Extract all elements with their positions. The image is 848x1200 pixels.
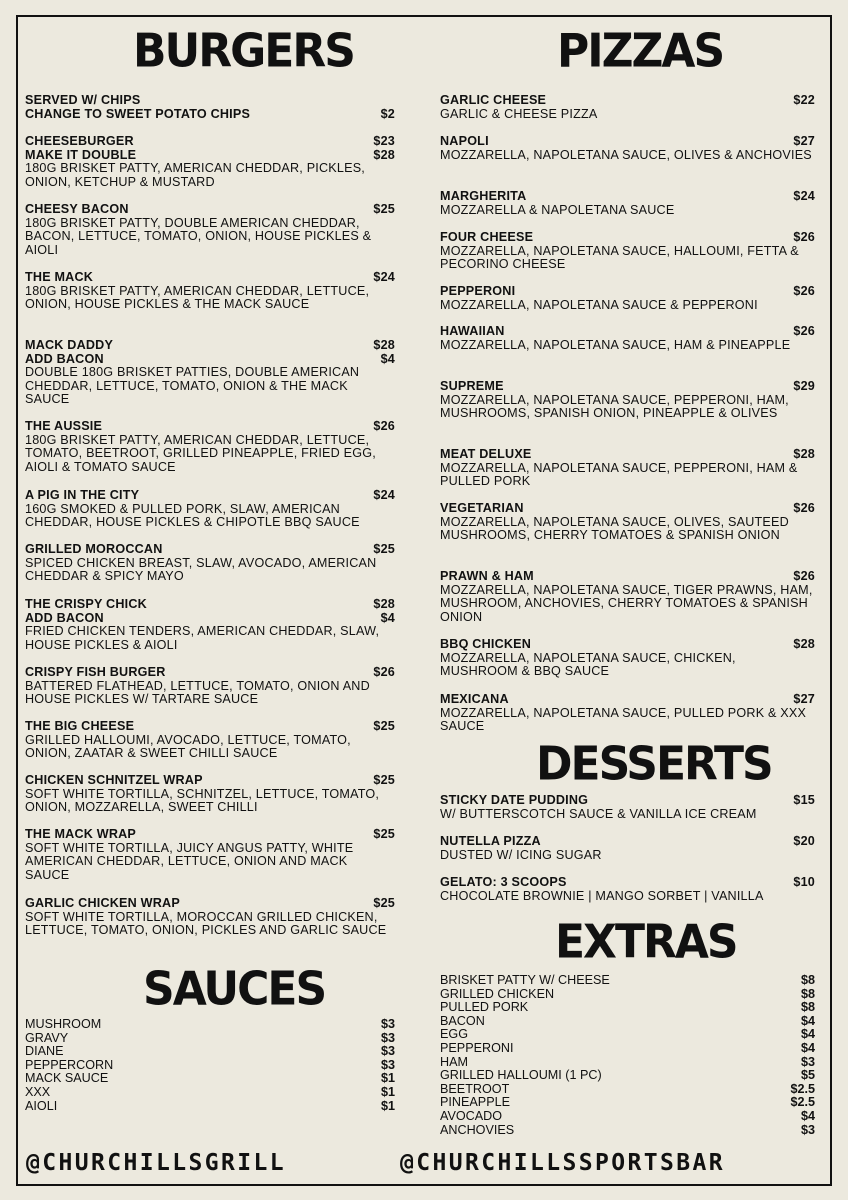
instagram-handle-grill: @CHURCHILLSGRILL [26,1150,286,1176]
item-name: MACK DADDY [25,338,114,352]
list-item [25,1100,395,1114]
menu-item [440,380,815,421]
burgers-heading: BURGERS [133,24,354,79]
item-price: $26 [373,419,395,433]
menu-item [25,598,395,652]
item-description: SOFT WHITE TORTILLA, SCHNITZEL, LETTUCE, TOMATO, ONION, MOZZARELLA, SWEET CHILLI [25,786,380,815]
item-name: THE MACK [25,270,94,284]
menu-item [440,794,815,821]
item-addon: ADD BACON [25,351,104,366]
menu-item [440,876,815,903]
item-addon-price: $4 [380,610,395,625]
sauce-name: GRAVY [25,1030,69,1045]
item-name: MEXICANA [440,692,509,706]
item-name: BBQ CHICKEN [440,637,532,651]
item-price: $28 [793,447,815,461]
desserts-heading: DESSERTS [536,737,772,792]
item-description: MOZZARELLA, NAPOLETANA SAUCE, TIGER PRAWNS, HAM, MUSHROOM, ANCHOVIES, CHERRY TOMATOES & SPANISH ONION [440,582,813,624]
burgers-intro [25,94,395,121]
item-price: $25 [373,896,395,910]
item-description: MOZZARELLA, NAPOLETANA SAUCE, HALLOUMI, FETTA & PECORINO CHEESE [440,243,799,272]
item-price: $20 [793,834,815,848]
menu-item [440,570,815,624]
sauces-list [25,1018,395,1113]
menu-item [440,94,815,121]
item-price: $22 [793,93,815,107]
extra-price: $4 [800,1027,815,1042]
item-name: GELATO: 3 SCOOPS [440,875,567,889]
item-description: FRIED CHICKEN TENDERS, AMERICAN CHEDDAR, SLAW, HOUSE PICKLES & AIOLI [25,624,380,652]
item-description: SOFT WHITE TORTILLA, MOROCCAN GRILLED CHICKEN, LETTUCE, TOMATO, ONION, PICKLES AND GARLIC SAUCE [25,909,387,938]
item-name: THE BIG CHEESE [25,719,135,733]
menu-item [440,135,815,162]
item-price: $23 [373,134,395,148]
item-description: MOZZARELLA & NAPOLETANA SAUCE [440,202,675,217]
item-price: $25 [373,202,395,216]
list-item [440,1069,815,1083]
menu-item [440,231,815,272]
menu-item [440,325,815,352]
item-price: $29 [793,379,815,393]
item-description: 180G BRISKET PATTY, DOUBLE AMERICAN CHEDDAR, BACON, LETTUCE, TOMATO, ONION, HOUSE PICKLES & AIOLI [25,215,372,257]
list-item [440,1096,815,1110]
menu-item [440,835,815,862]
item-description: MOZZARELLA, NAPOLETANA SAUCE, HAM & PINEAPPLE [440,337,791,352]
extra-name: PULLED PORK [440,1000,529,1015]
item-price: $10 [793,875,815,889]
extra-price: $4 [800,1040,815,1055]
extra-price: $3 [800,1122,815,1137]
menu-item [25,543,395,584]
instagram-handle-sportsbar: @CHURCHILLSSPORTSBAR [400,1150,725,1176]
item-description: MOZZARELLA, NAPOLETANA SAUCE & PEPPERONI [440,297,758,312]
list-item [440,1083,815,1097]
item-description: MOZZARELLA, NAPOLETANA SAUCE, OLIVES, SAUTEED MUSHROOMS, CHERRY TOMATOES & SPANISH ONION [440,514,789,543]
extra-price: $3 [800,1054,815,1069]
item-name: MARGHERITA [440,189,527,203]
sauce-name: MACK SAUCE [25,1071,109,1086]
item-addon-price: $28 [373,147,395,162]
extra-name: PEPPERONI [440,1040,514,1055]
item-name: FOUR CHEESE [440,230,534,244]
item-description: 180G BRISKET PATTY, AMERICAN CHEDDAR, PICKLES, ONION, KETCHUP & MUSTARD [25,161,365,189]
item-name: GARLIC CHEESE [440,93,547,107]
sauce-price: $3 [380,1057,395,1072]
item-name: SUPREME [440,379,504,393]
menu-item [440,502,815,543]
list-item [440,1056,815,1070]
list-item [25,1018,395,1032]
menu-item [440,448,815,489]
extra-name: GRILLED HALLOUMI (1 PC) [440,1068,602,1083]
menu-item [25,666,395,707]
item-price: $28 [793,637,815,651]
item-price: $28 [373,597,395,611]
item-price: $25 [373,773,395,787]
sweet-potato-option: CHANGE TO SWEET POTATO CHIPS [25,106,251,121]
item-price: $26 [793,284,815,298]
list-item [25,1072,395,1086]
sauce-price: $3 [380,1030,395,1045]
item-description: SOFT WHITE TORTILLA, JUICY ANGUS PATTY, WHITE AMERICAN CHEDDAR, LETTUCE, ONION AND MACK SAUCE [25,840,354,882]
sauces-heading: SAUCES [143,962,326,1017]
menu-item [440,638,815,679]
item-description: GARLIC & CHEESE PIZZA [440,106,598,121]
item-description: CHOCOLATE BROWNIE | MANGO SORBET | VANILLA [440,888,764,903]
item-price: $26 [793,569,815,583]
extra-name: BEETROOT [440,1081,510,1096]
item-price: $28 [373,338,395,352]
item-name: HAWAIIAN [440,324,505,338]
item-description: DUSTED W/ ICING SUGAR [440,847,602,862]
list-item [440,988,815,1002]
item-name: THE AUSSIE [25,419,103,433]
item-name: STICKY DATE PUDDING [440,793,589,807]
menu-item [440,285,815,312]
list-item [440,974,815,988]
item-name: THE CRISPY CHICK [25,597,147,611]
item-description: MOZZARELLA, NAPOLETANA SAUCE, PEPPERONI, HAM & PULLED PORK [440,460,798,489]
item-price: $25 [373,719,395,733]
sauce-price: $1 [380,1071,395,1086]
item-description: W/ BUTTERSCOTCH SAUCE & VANILLA ICE CREAM [440,806,757,821]
item-price: $24 [373,270,395,284]
extra-price: $8 [800,973,815,987]
item-name: VEGETARIAN [440,501,524,515]
item-name: GARLIC CHICKEN WRAP [25,896,180,910]
item-description: MOZZARELLA, NAPOLETANA SAUCE, CHICKEN, MUSHROOM & BBQ SAUCE [440,650,736,679]
item-price: $25 [373,542,395,556]
extra-name: AVOCADO [440,1108,503,1123]
item-name: A PIG IN THE CITY [25,488,140,502]
item-name: CHICKEN SCHNITZEL WRAP [25,773,203,787]
menu-item [25,720,395,761]
item-description: 180G BRISKET PATTY, AMERICAN CHEDDAR, LETTUCE, TOMATO, BEETROOT, GRILLED PINEAPPLE, FRIED EGG, AIOLI & TOMATO SAUCE [25,432,376,474]
extra-name: BACON [440,1013,485,1028]
menu-item [25,135,395,189]
item-description: SPICED CHICKEN BREAST, SLAW, AVOCADO, AMERICAN CHEDDAR & SPICY MAYO [25,555,377,584]
menu-item [440,190,815,217]
list-item [440,1015,815,1029]
item-description: 180G BRISKET PATTY, AMERICAN CHEDDAR, LETTUCE, ONION, HOUSE PICKLES & THE MACK SAUCE [25,283,370,312]
list-item [440,1042,815,1056]
sauce-name: AIOLI [25,1098,58,1113]
sauce-name: PEPPERCORN [25,1057,114,1072]
extras-heading: EXTRAS [555,915,737,970]
extras-list [440,974,815,1137]
item-price: $26 [793,230,815,244]
extra-price: $5 [800,1068,815,1083]
menu-item [25,897,395,938]
list-item [440,1028,815,1042]
extra-name: HAM [440,1054,468,1069]
sweet-potato-price: $2 [380,106,395,121]
sauce-name: MUSHROOM [25,1017,102,1031]
item-addon-price: $4 [380,351,395,366]
list-item [440,1110,815,1124]
list-item [440,1124,815,1138]
item-price: $26 [793,501,815,515]
menu-item [25,420,395,474]
item-description: GRILLED HALLOUMI, AVOCADO, LETTUCE, TOMATO, ONION, ZAATAR & SWEET CHILLI SAUCE [25,732,351,761]
list-item [25,1059,395,1073]
item-price: $27 [793,134,815,148]
sauce-price: $1 [380,1098,395,1113]
list-item [25,1045,395,1059]
item-name: THE MACK WRAP [25,827,137,841]
extra-price: $4 [800,1013,815,1028]
item-price: $15 [793,793,815,807]
sauce-price: $3 [380,1044,395,1059]
item-description: MOZZARELLA, NAPOLETANA SAUCE, OLIVES & ANCHOVIES [440,147,812,162]
served-with-chips: SERVED W/ CHIPS [25,93,141,107]
sauce-price: $3 [380,1017,395,1031]
item-name: CHEESEBURGER [25,134,134,148]
menu-item [25,271,395,312]
item-price: $26 [373,665,395,679]
list-item [25,1032,395,1046]
extra-price: $2.5 [790,1081,815,1096]
item-description: BATTERED FLATHEAD, LETTUCE, TOMATO, ONION AND HOUSE PICKLES W/ TARTARE SAUCE [25,678,370,707]
menu-item [25,339,395,407]
menu-item [25,828,395,882]
item-name: MEAT DELUXE [440,447,532,461]
pizzas-heading: PIZZAS [557,24,724,79]
sauce-name: XXX [25,1084,51,1099]
extra-name: EGG [440,1027,468,1042]
item-description: MOZZARELLA, NAPOLETANA SAUCE, PEPPERONI, HAM, MUSHROOMS, SPANISH ONION, PINEAPPLE & OLIVES [440,392,789,421]
extra-name: ANCHOVIES [440,1122,515,1137]
item-price: $27 [793,692,815,706]
item-price: $26 [793,324,815,338]
item-name: NAPOLI [440,134,489,148]
sauce-name: DIANE [25,1044,64,1059]
item-description: DOUBLE 180G BRISKET PATTIES, DOUBLE AMERICAN CHEDDAR, LETTUCE, TOMATO, ONION & THE MACK SAUCE [25,365,360,407]
extra-name: PINEAPPLE [440,1095,510,1110]
sauce-price: $1 [380,1084,395,1099]
extra-name: GRILLED CHICKEN [440,986,555,1001]
extra-price: $8 [800,986,815,1001]
item-name: CRISPY FISH BURGER [25,665,166,679]
item-name: PEPPERONI [440,284,516,298]
extra-name: BRISKET PATTY W/ CHEESE [440,973,610,987]
item-name: PRAWN & HAM [440,569,534,583]
menu-item [25,203,395,257]
item-addon: ADD BACON [25,610,104,625]
list-item [25,1086,395,1100]
extra-price: $2.5 [790,1095,815,1110]
item-description: 160G SMOKED & PULLED PORK, SLAW, AMERICAN CHEDDAR, HOUSE PICKLES & CHIPOTLE BBQ SAUCE [25,501,360,530]
extra-price: $8 [800,1000,815,1015]
item-name: GRILLED MOROCCAN [25,542,163,556]
menu-item [25,489,395,530]
item-price: $24 [373,488,395,502]
item-price: $24 [793,189,815,203]
list-item [440,1001,815,1015]
item-addon: MAKE IT DOUBLE [25,147,137,162]
menu-item [25,774,395,815]
extra-price: $4 [800,1108,815,1123]
menu-item [440,693,815,734]
item-description: MOZZARELLA, NAPOLETANA SAUCE, PULLED PORK & XXX SAUCE [440,705,807,734]
item-price: $25 [373,827,395,841]
item-name: NUTELLA PIZZA [440,834,541,848]
item-name: CHEESY BACON [25,202,129,216]
